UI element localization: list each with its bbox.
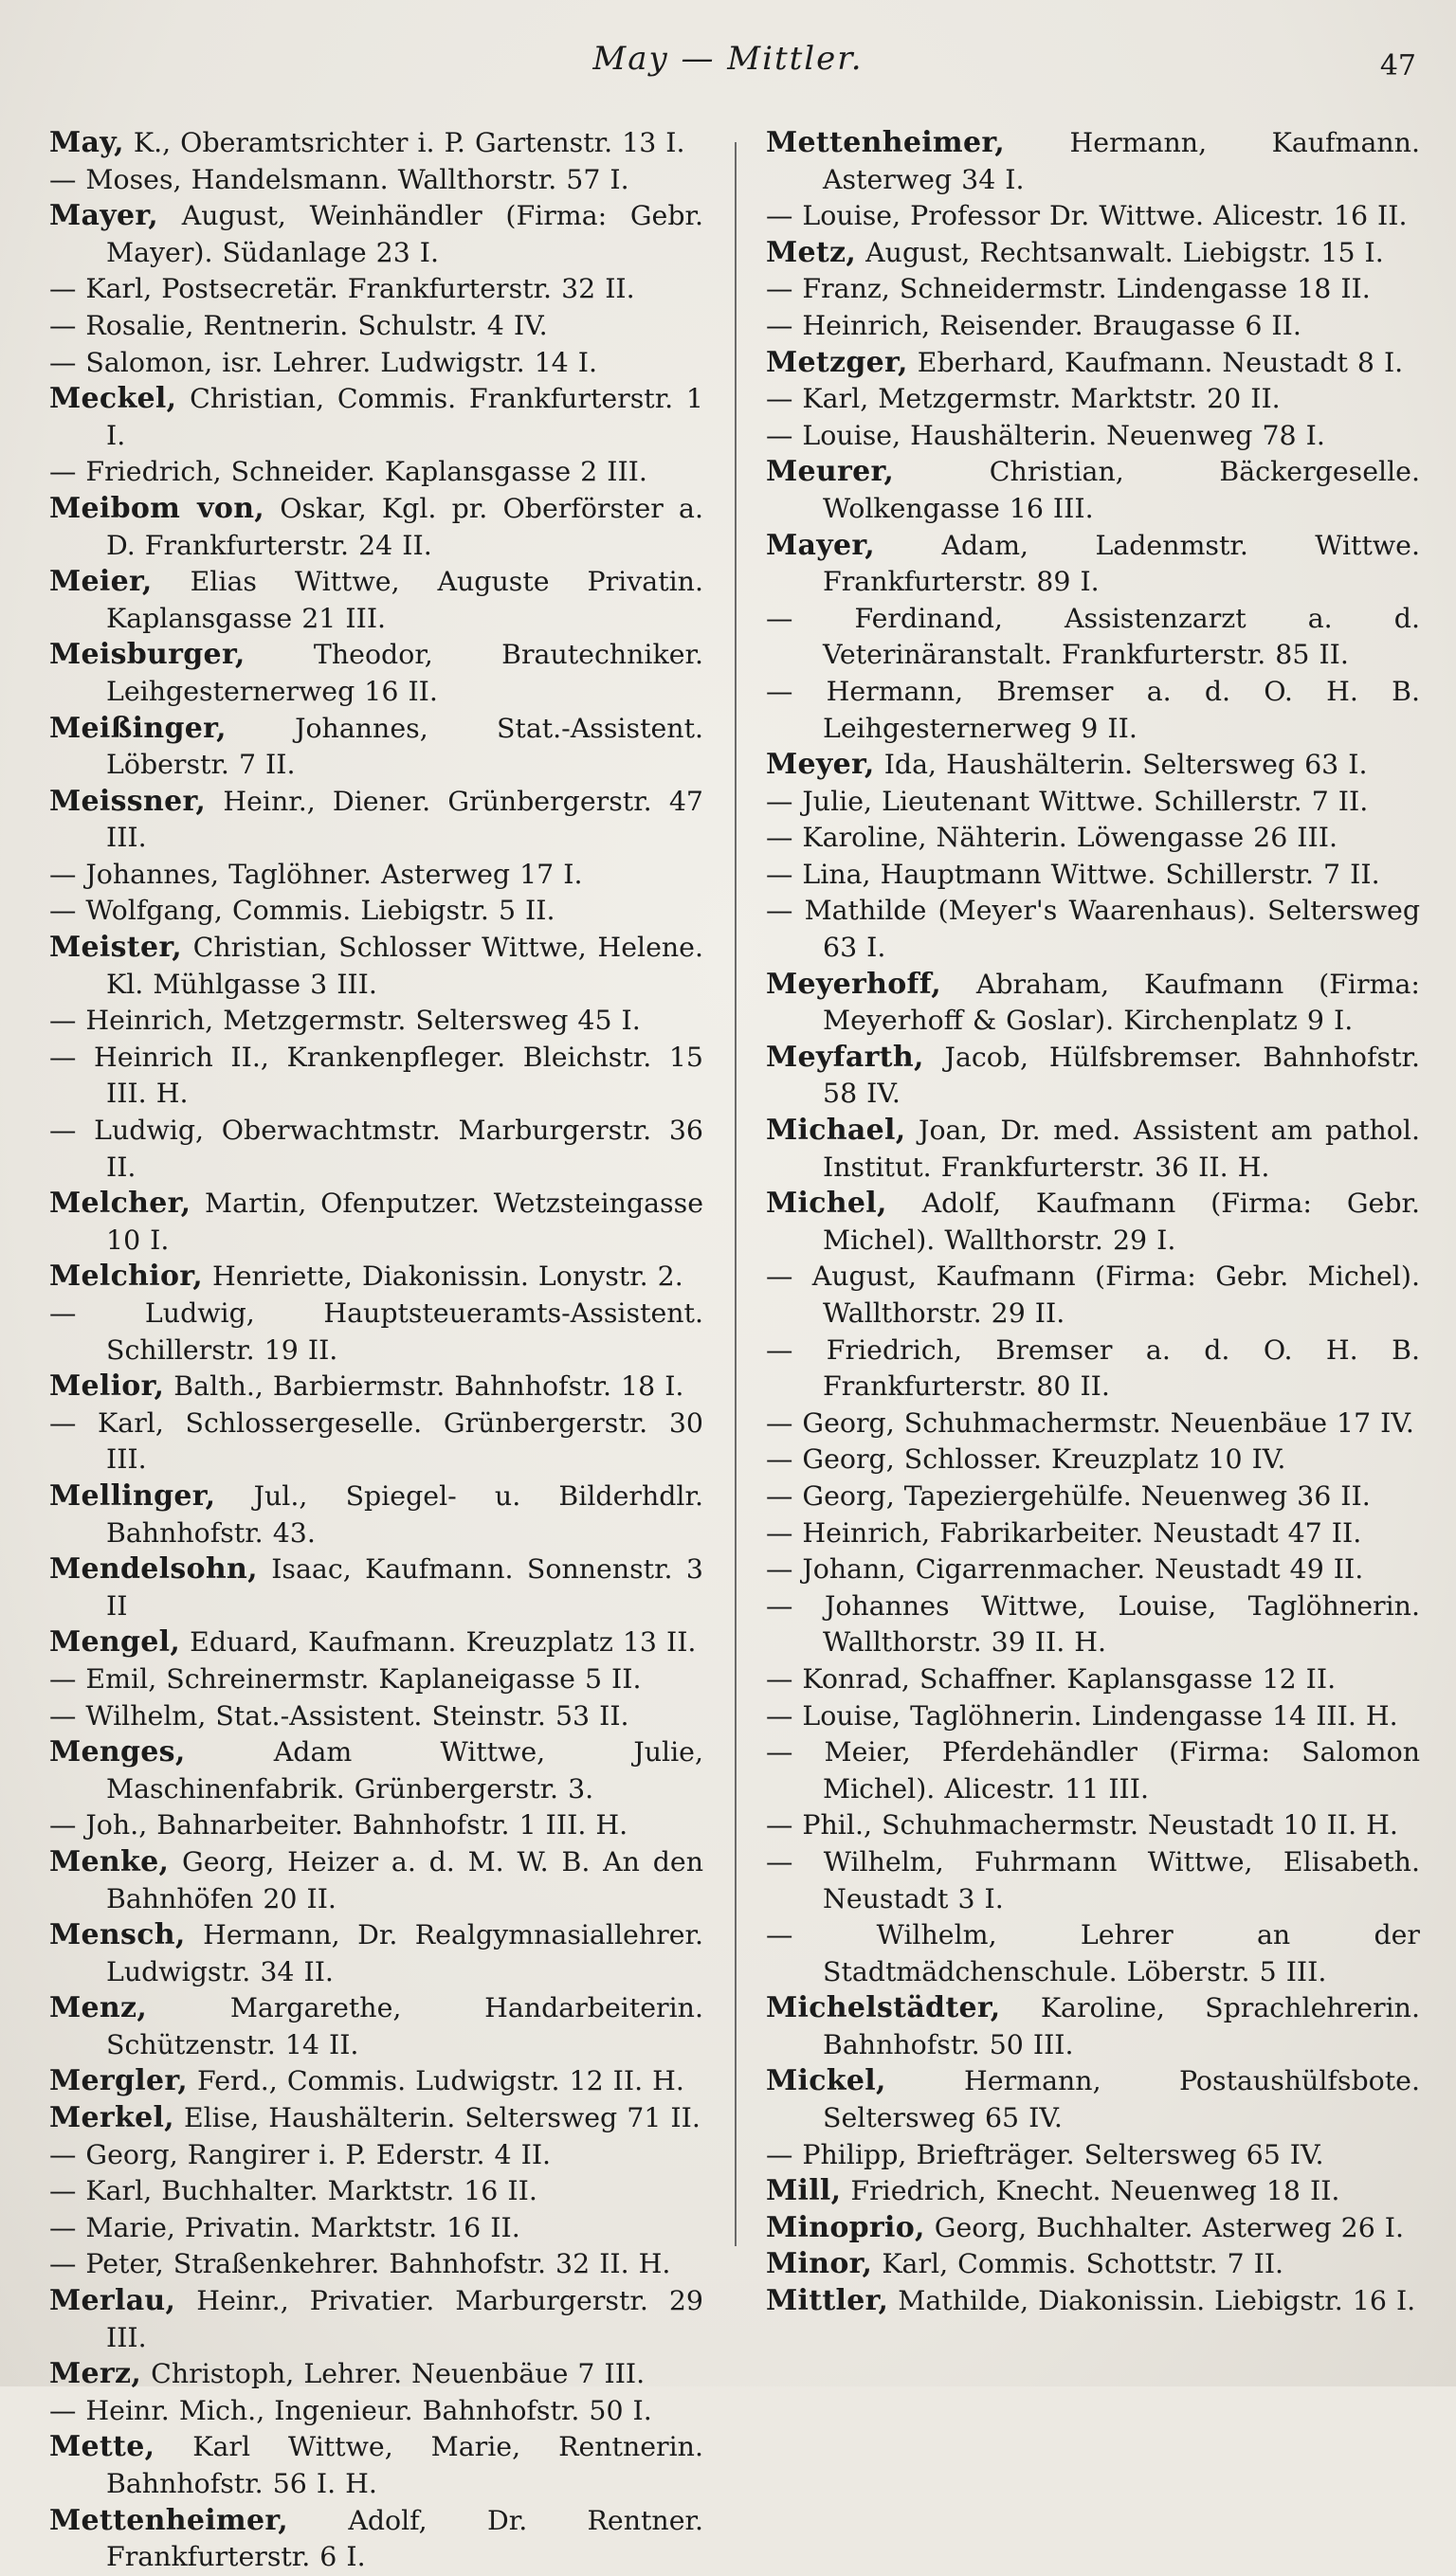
directory-entry xyxy=(766,1588,1420,1661)
directory-entry xyxy=(49,1844,703,1917)
entry-details: Margarethe, Handarbeiterin. Schützenstr. 14 II. xyxy=(106,1992,703,2060)
directory-entry xyxy=(766,1917,1420,1990)
entry-details: Heinr., Diener. Grünbergerstr. 47 III. xyxy=(106,785,703,854)
entry-details: — Georg, Rangirer i. P. Ederstr. 4 II. xyxy=(49,2138,552,2170)
entry-details: — Wilhelm, Lehrer an der Stadtmädchenschule. Löberstr. 5 III. xyxy=(766,1919,1420,1987)
directory-entry xyxy=(766,2137,1420,2174)
entry-details: — Ferdinand, Assistenzarzt a. d. Veterinäranstalt. Frankfurterstr. 85 II. xyxy=(766,602,1420,671)
entry-surname: Meyer, xyxy=(766,748,875,782)
entry-surname: Meisburger, xyxy=(49,638,246,672)
entry-surname: Mill, xyxy=(766,2174,842,2208)
entry-surname: Meissner, xyxy=(49,784,207,818)
entry-details: — Emil, Schreinermstr. Kaplaneigasse 5 II. xyxy=(49,1662,642,1695)
entry-details: Karl, Commis. Schottstr. 7 II. xyxy=(872,2248,1284,2280)
directory-entry xyxy=(766,271,1420,308)
directory-entry xyxy=(49,2283,703,2356)
directory-entry xyxy=(766,1186,1420,1259)
directory-entry xyxy=(766,528,1420,601)
directory-entry xyxy=(49,271,703,308)
entry-details: Georg, Heizer a. d. M. W. B. An den Bahnhöfen 20 II. xyxy=(106,1845,703,1914)
directory-entry xyxy=(49,1113,703,1186)
directory-entry xyxy=(49,1186,703,1259)
directory-entry xyxy=(49,930,703,1003)
entry-surname: Mergler, xyxy=(49,2064,189,2098)
entry-details: Isaac, Kaufmann. Sonnenstr. 3 II xyxy=(106,1553,703,1622)
directory-entry xyxy=(766,1807,1420,1844)
entry-details: — Franz, Schneidermstr. Lindengasse 18 II. xyxy=(766,273,1371,305)
directory-entry xyxy=(49,893,703,930)
directory-entry xyxy=(49,2393,703,2430)
directory-entry xyxy=(49,1917,703,1990)
entry-details: Mathilde, Diakonissin. Liebigstr. 16 I. xyxy=(888,2285,1416,2317)
directory-entry xyxy=(49,2210,703,2247)
directory-entry xyxy=(49,2356,703,2393)
entry-details: — Louise, Professor Dr. Wittwe. Alicestr. 16 II. xyxy=(766,200,1408,232)
entry-details: — Karoline, Nähterin. Löwengasse 26 III. xyxy=(766,822,1338,854)
entry-surname: Meyerhoff, xyxy=(766,967,942,1001)
directory-entry xyxy=(49,454,703,491)
entry-surname: Minoprio, xyxy=(766,2210,925,2244)
running-head: May — Mittler. xyxy=(592,40,864,78)
entry-details: Adolf, Kaufmann (Firma: Gebr. Michel). Wallthorstr. 29 I. xyxy=(823,1188,1420,1256)
entry-details: Karl Wittwe, Marie, Rentnerin. Bahnhofstr. 56 I. H. xyxy=(106,2431,703,2499)
entry-surname: Metzger, xyxy=(766,345,908,379)
directory-entry xyxy=(766,1259,1420,1332)
entry-details: August, Weinhändler (Firma: Gebr. Mayer). Südanlage 23 I. xyxy=(106,200,703,268)
entry-details: — Johannes, Taglöhner. Asterweg 17 I. xyxy=(49,858,583,890)
directory-entry xyxy=(766,1478,1420,1515)
entry-surname: Mengel, xyxy=(49,1625,181,1660)
page-number: 47 xyxy=(1379,49,1416,82)
entry-details: August, Rechtsanwalt. Liebigstr. 15 I. xyxy=(856,236,1384,268)
entry-surname: Mayer, xyxy=(766,528,876,562)
entry-details: — Heinr. Mich., Ingenieur. Bahnhofstr. 50 I. xyxy=(49,2394,652,2426)
entry-details: Theodor, Brautechniker. Leihgesternerweg 16 II. xyxy=(106,639,703,707)
entry-surname: Merkel, xyxy=(49,2101,174,2135)
entry-details: — Johann, Cigarrenmacher. Neustadt 49 II. xyxy=(766,1553,1364,1586)
directory-entry xyxy=(49,1003,703,1040)
entry-details: — Peter, Straßenkehrer. Bahnhofstr. 32 II. H. xyxy=(49,2248,671,2280)
directory-entry xyxy=(766,1040,1420,1113)
entry-surname: Mettenheimer, xyxy=(766,126,1006,159)
directory-entry xyxy=(766,820,1420,857)
directory-entry xyxy=(49,1551,703,1624)
directory-entry xyxy=(766,308,1420,345)
entry-details: Jacob, Hülfsbremser. Bahnhofstr. 58 IV. xyxy=(823,1041,1420,1110)
directory-entry xyxy=(766,747,1420,784)
entry-details: — Philipp, Briefträger. Seltersweg 65 IV. xyxy=(766,2138,1324,2170)
entry-surname: Meier, xyxy=(49,565,153,599)
entry-details: — Georg, Schlosser. Kreuzplatz 10 IV. xyxy=(766,1443,1286,1476)
entry-details: — Lina, Hauptmann Wittwe. Schillerstr. 7 II. xyxy=(766,858,1380,890)
entry-surname: Merz, xyxy=(49,2357,142,2391)
entry-details: — Louise, Haushälterin. Neuenweg 78 I. xyxy=(766,419,1325,451)
directory-entry xyxy=(49,1406,703,1478)
entry-surname: Mettenheimer, xyxy=(49,2503,289,2537)
directory-entry xyxy=(49,2137,703,2174)
entry-surname: Meyfarth, xyxy=(766,1040,924,1074)
entry-details: — Friedrich, Schneider. Kaplansgasse 2 III. xyxy=(49,456,647,488)
entry-surname: Mensch, xyxy=(49,1918,186,1952)
directory-entry xyxy=(766,893,1420,966)
entry-details: — Karl, Metzgermstr. Marktstr. 20 II. xyxy=(766,383,1281,415)
directory-entry xyxy=(49,345,703,382)
entry-details: — Karl, Postsecretär. Frankfurterstr. 32 II. xyxy=(49,273,635,305)
entry-details: Eberhard, Kaufmann. Neustadt 8 I. xyxy=(907,346,1404,378)
entry-surname: Mittler, xyxy=(766,2284,889,2318)
entry-details: Ida, Haushälterin. Seltersweg 63 I. xyxy=(874,749,1368,781)
directory-entry xyxy=(766,345,1420,382)
entry-details: — Heinrich, Reisender. Braugasse 6 II. xyxy=(766,309,1301,341)
entry-details: Oskar, Kgl. pr. Oberförster a. D. Frankfurterstr. 24 II. xyxy=(106,492,703,561)
entry-surname: Michelstädter, xyxy=(766,1991,1001,2025)
directory-entry xyxy=(49,198,703,271)
entry-surname: Metz, xyxy=(766,235,857,269)
entry-surname: Meister, xyxy=(49,931,182,965)
entry-surname: Meurer, xyxy=(766,455,895,489)
entry-details: Henriette, Diakonissin. Lonystr. 2. xyxy=(202,1261,683,1293)
column-divider xyxy=(735,142,737,2246)
directory-entry xyxy=(49,308,703,345)
directory-entry xyxy=(766,1113,1420,1186)
directory-entry xyxy=(766,1698,1420,1735)
entry-details: — Friedrich, Bremser a. d. O. H. B. Frankfurterstr. 80 II. xyxy=(766,1333,1420,1403)
directory-entry xyxy=(49,491,703,564)
directory-entry xyxy=(766,1333,1420,1406)
directory-entry xyxy=(49,711,703,784)
entry-details: Adam Wittwe, Julie, Maschinenfabrik. Grünbergerstr. 3. xyxy=(106,1736,703,1805)
entry-details: — Karl, Schlossergeselle. Grünbergerstr. 30 III. xyxy=(49,1406,703,1476)
entry-details: Karoline, Sprachlehrerin. Bahnhofstr. 50 III. xyxy=(823,1992,1420,2060)
entry-surname: Meißinger, xyxy=(49,711,227,745)
entry-details: Eduard, Kaufmann. Kreuzplatz 13 II. xyxy=(180,1626,697,1659)
directory-entry xyxy=(49,1624,703,1661)
directory-entry xyxy=(766,2283,1420,2320)
directory-entry xyxy=(49,1698,703,1735)
entry-surname: Mellinger, xyxy=(49,1478,216,1513)
directory-entry xyxy=(766,784,1420,821)
directory-entry xyxy=(766,2063,1420,2136)
entry-details: Hermann, Postaushülfsbote. Seltersweg 65 IV. xyxy=(823,2065,1420,2134)
entry-details: — Ludwig, Oberwachtmstr. Marburgerstr. 36 II. xyxy=(49,1115,703,1183)
entry-surname: Meibom von, xyxy=(49,491,265,525)
entry-details: Joan, Dr. med. Assistent am pathol. Institut. Frankfurterstr. 36 II. H. xyxy=(823,1115,1420,1183)
entry-details: Christoph, Lehrer. Neuenbäue 7 III. xyxy=(141,2358,646,2390)
entry-details: — Heinrich II., Krankenpfleger. Bleichstr. 15 III. H. xyxy=(49,1041,703,1110)
entry-surname: Mayer, xyxy=(49,199,159,233)
entry-details: — Georg, Tapeziergehülfe. Neuenweg 36 II. xyxy=(766,1479,1371,1512)
directory-entry xyxy=(49,1661,703,1698)
entry-details: Christian, Bäckergeselle. Wolkengasse 16 III. xyxy=(823,456,1420,524)
entry-surname: Menke, xyxy=(49,1844,170,1878)
directory-entry xyxy=(766,1551,1420,1588)
entry-details: Abraham, Kaufmann (Firma: Meyerhoff & Goslar). Kirchenplatz 9 I. xyxy=(823,968,1420,1037)
directory-entry xyxy=(49,1259,703,1296)
entry-details: Ferd., Commis. Ludwigstr. 12 II. H. xyxy=(188,2065,684,2097)
entry-details: Johannes, Stat.-Assistent. Löberstr. 7 II. xyxy=(106,712,703,781)
entry-details: — Ludwig, Hauptsteueramts-Assistent. Schillerstr. 19 II. xyxy=(49,1297,703,1366)
directory-entry xyxy=(49,2100,703,2137)
directory-entry xyxy=(766,2173,1420,2210)
entry-surname: Menges, xyxy=(49,1735,186,1769)
directory-entry xyxy=(49,564,703,637)
entry-details: — Moses, Handelsmann. Wallthorstr. 57 I. xyxy=(49,163,629,195)
directory-entry xyxy=(49,2173,703,2210)
entry-details: — Joh., Bahnarbeiter. Bahnhofstr. 1 III. H. xyxy=(49,1809,628,1841)
entry-surname: Michael, xyxy=(766,1114,906,1148)
directory-entry xyxy=(49,1734,703,1807)
entry-details: — Mathilde (Meyer's Waarenhaus). Seltersweg 63 I. xyxy=(766,895,1420,964)
directory-entry xyxy=(766,125,1420,198)
entry-surname: Merlau, xyxy=(49,2284,176,2318)
entry-details: Adolf, Dr. Rentner. Frankfurterstr. 6 I. xyxy=(106,2504,703,2573)
directory-entry xyxy=(766,1734,1420,1807)
directory-entry xyxy=(766,1844,1420,1917)
directory-entry xyxy=(49,2246,703,2283)
entry-details: — Georg, Schuhmachermstr. Neuenbäue 17 IV. xyxy=(766,1406,1414,1439)
directory-entry xyxy=(49,637,703,710)
entry-surname: Melchior, xyxy=(49,1260,203,1294)
entry-surname: Mendelsohn, xyxy=(49,1552,258,1587)
directory-entry xyxy=(49,1040,703,1113)
entry-details: Jul., Spiegel- u. Bilderhdlr. Bahnhofstr. 43. xyxy=(106,1479,703,1549)
directory-entry xyxy=(766,1442,1420,1478)
directory-entry xyxy=(766,235,1420,272)
directory-entry xyxy=(49,1807,703,1844)
directory-entry xyxy=(49,381,703,454)
entry-surname: Michel, xyxy=(766,1187,887,1221)
directory-entry xyxy=(49,1990,703,2063)
entry-details: — Heinrich, Metzgermstr. Seltersweg 45 I. xyxy=(49,1005,641,1037)
entry-details: Heinr., Privatier. Marburgerstr. 29 III. xyxy=(106,2285,703,2353)
entry-details: Georg, Buchhalter. Asterweg 26 I. xyxy=(924,2211,1405,2243)
directory-entry xyxy=(49,2429,703,2502)
entry-details: Elias Wittwe, Auguste Privatin. Kaplansgasse 21 III. xyxy=(106,566,703,634)
entry-details: Christian, Schlosser Wittwe, Helene. Kl. Mühlgasse 3 III. xyxy=(106,932,703,1000)
directory-entry xyxy=(766,198,1420,235)
entry-details: Christian, Commis. Frankfurterstr. 1 I. xyxy=(106,383,703,451)
directory-entry xyxy=(766,857,1420,894)
directory-entry xyxy=(49,1369,703,1406)
entry-details: — Louise, Taglöhnerin. Lindengasse 14 III. H. xyxy=(766,1699,1398,1732)
entry-details: — August, Kaufmann (Firma: Gebr. Michel). Wallthorstr. 29 II. xyxy=(766,1261,1420,1329)
directory-entry xyxy=(766,418,1420,455)
entry-details: Hermann, Dr. Realgymnasiallehrer. Ludwigstr. 34 II. xyxy=(106,1919,703,1987)
entry-details: Elise, Haushälterin. Seltersweg 71 II. xyxy=(173,2102,701,2134)
entry-surname: Meckel, xyxy=(49,382,177,416)
entry-details: Friedrich, Knecht. Neuenweg 18 II. xyxy=(841,2175,1340,2207)
entry-surname: Menz, xyxy=(49,1991,148,2025)
directory-entry xyxy=(766,2210,1420,2247)
directory-entry xyxy=(766,381,1420,418)
directory-entry xyxy=(766,674,1420,747)
entry-details: — Johannes Wittwe, Louise, Taglöhnerin. Wallthorstr. 39 II. H. xyxy=(766,1589,1420,1659)
entry-details: — Konrad, Schaffner. Kaplansgasse 12 II. xyxy=(766,1662,1337,1695)
entry-surname: Mickel, xyxy=(766,2064,886,2098)
entry-details: — Wilhelm, Stat.-Assistent. Steinstr. 53 II. xyxy=(49,1699,629,1732)
entry-details: — Salomon, isr. Lehrer. Ludwigstr. 14 I. xyxy=(49,346,598,378)
entry-details: — Wolfgang, Commis. Liebigstr. 5 II. xyxy=(49,895,555,927)
entry-details: K., Oberamtsrichter i. P. Gartenstr. 13 I. xyxy=(123,127,685,158)
right-column xyxy=(766,125,1420,2320)
entry-details: — Marie, Privatin. Marktstr. 16 II. xyxy=(49,2211,520,2243)
directory-entry xyxy=(49,784,703,857)
directory-entry xyxy=(49,2503,703,2576)
directory-entry xyxy=(49,1478,703,1551)
entry-surname: Melior, xyxy=(49,1370,165,1404)
left-column xyxy=(49,125,703,2576)
directory-entry xyxy=(766,1515,1420,1552)
entry-details: — Wilhelm, Fuhrmann Wittwe, Elisabeth. Neustadt 3 I. xyxy=(766,1845,1420,1914)
entry-details: — Heinrich, Fabrikarbeiter. Neustadt 47 II. xyxy=(766,1516,1362,1549)
entry-surname: May, xyxy=(49,126,124,159)
entry-surname: Minor, xyxy=(766,2247,873,2281)
directory-entry xyxy=(49,857,703,894)
entry-details: — Hermann, Bremser a. d. O. H. B. Leihgesternerweg 9 II. xyxy=(766,675,1420,744)
directory-entry xyxy=(49,125,703,162)
entry-details: — Meier, Pferdehändler (Firma: Salomon Michel). Alicestr. 11 III. xyxy=(766,1736,1420,1805)
directory-entry xyxy=(766,967,1420,1040)
directory-entry xyxy=(766,1661,1420,1698)
directory-entry xyxy=(766,601,1420,674)
entry-details: Adam, Ladenmstr. Wittwe. Frankfurterstr. 89 I. xyxy=(823,529,1420,598)
entry-details: Martin, Ofenputzer. Wetzsteingasse 10 I. xyxy=(106,1188,703,1256)
entry-surname: Melcher, xyxy=(49,1187,191,1221)
directory-entry xyxy=(766,454,1420,527)
directory-entry xyxy=(49,2063,703,2100)
directory-entry xyxy=(766,1406,1420,1442)
entry-surname: Mette, xyxy=(49,2430,155,2464)
entry-details: — Rosalie, Rentnerin. Schulstr. 4 IV. xyxy=(49,309,548,341)
directory-entry xyxy=(766,2246,1420,2283)
entry-details: — Karl, Buchhalter. Marktstr. 16 II. xyxy=(49,2175,537,2207)
directory-entry xyxy=(49,1296,703,1369)
entry-details: — Phil., Schuhmachermstr. Neustadt 10 II. H. xyxy=(766,1809,1398,1841)
entry-details: Balth., Barbiermstr. Bahnhofstr. 18 I. xyxy=(164,1370,684,1403)
entry-details: Hermann, Kaufmann. Asterweg 34 I. xyxy=(823,127,1420,195)
entry-details: — Julie, Lieutenant Wittwe. Schillerstr. 7 II. xyxy=(766,785,1369,817)
directory-entry xyxy=(766,1990,1420,2063)
directory-entry xyxy=(49,162,703,199)
